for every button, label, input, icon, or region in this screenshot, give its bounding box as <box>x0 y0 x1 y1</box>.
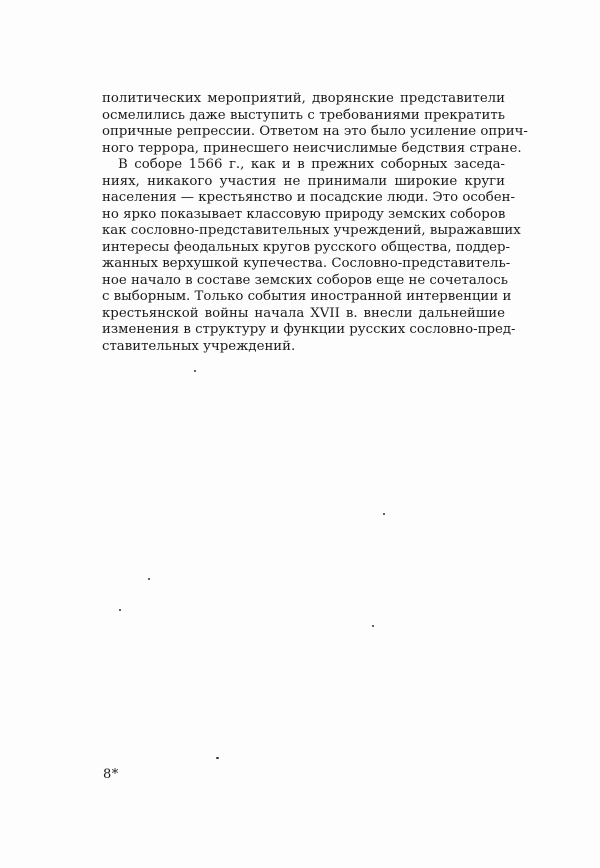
scan-speck <box>216 757 219 759</box>
body-text <box>102 91 528 355</box>
scan-speck <box>372 625 374 627</box>
text-line: крестьянской войны начала XVII в. внесли дальнейшие <box>102 305 505 321</box>
scan-speck <box>148 578 150 580</box>
text-line: ного террора, принесшего неисчислимые бедствия стране. <box>102 140 522 156</box>
text-line: осмелились даже выступить с требованиями прекратить <box>102 107 505 123</box>
text-line: ставительных учреждений. <box>102 338 296 354</box>
paragraph-start-line: В соборе 1566 г., как и в прежних соборных заседа- <box>118 157 505 172</box>
text-line: интересы феодальных кругов русского общества, поддер- <box>102 239 510 255</box>
text-line: как сословно-представительных учреждений, выражавших <box>102 223 521 238</box>
text-line: жанных верхушкой купечества. Сословно-представитель- <box>102 256 511 271</box>
text-line: населения — крестьянство и посадские люди. Это особен- <box>102 190 516 205</box>
scan-speck <box>383 513 385 515</box>
text-line: ниях, никакого участия не принимали широкие круги <box>102 173 505 189</box>
text-line: опричные репрессии. Ответом на это было усиление оприч- <box>102 124 528 139</box>
scan-speck <box>194 370 196 372</box>
text-line: но ярко показывает классовую природу земских соборов <box>102 206 506 222</box>
signature-mark: 8* <box>103 767 119 782</box>
text-line: с выборным. Только события иностранной интервенции и <box>102 289 512 304</box>
text-line: изменения в структуру и функции русских сословно-пред- <box>102 322 516 337</box>
scan-speck <box>119 609 121 611</box>
text-line: политических мероприятий, дворянские представители <box>102 91 505 106</box>
text-line: ное начало в составе земских соборов еще не сочеталось <box>102 272 508 288</box>
